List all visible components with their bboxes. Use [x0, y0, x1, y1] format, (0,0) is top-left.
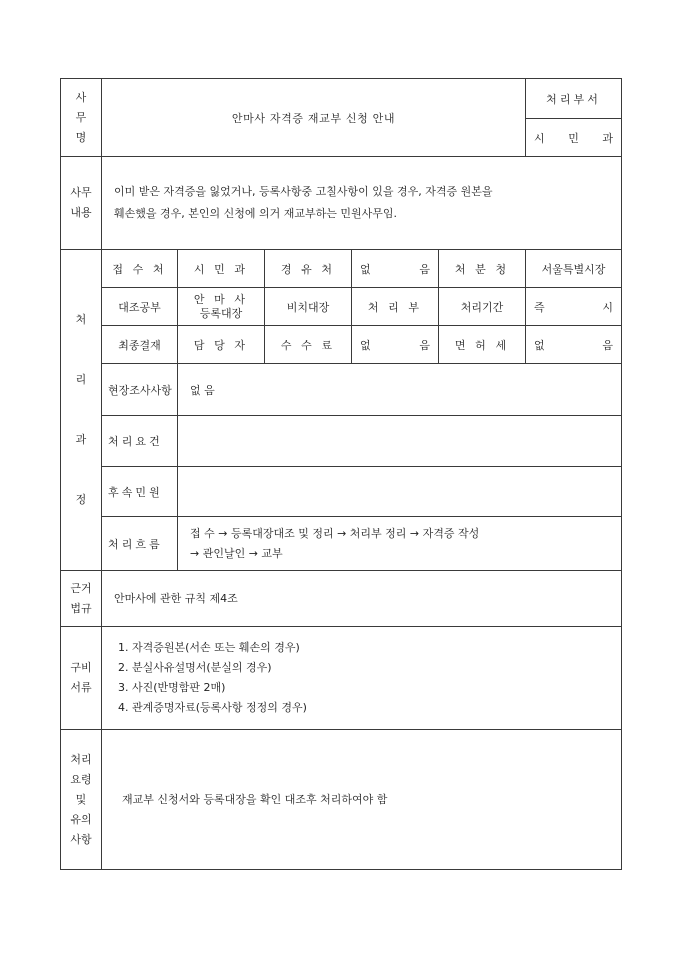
content-label: 사무 내용	[61, 157, 102, 250]
legal-basis-text: 안마사에 관한 규칙 제4조	[102, 571, 622, 627]
reference-register-value: 안 마 사 등록대장	[178, 288, 265, 326]
flow-label: 처리흐름	[102, 517, 178, 571]
final-approval-label: 최종결재	[102, 326, 178, 364]
legal-basis-label: 근거 법규	[61, 571, 102, 627]
required-documents-list	[102, 627, 622, 730]
flow-text: 접 수 → 등록대장대조 및 정리 → 처리부 정리 → 자격증 작성 → 관인날인 → 교부	[178, 517, 622, 571]
relay-office-label: 경 유 처	[265, 250, 352, 288]
required-documents-label: 구비 서류	[61, 627, 102, 730]
list-item: 1. 자격증원본(서손 또는 훼손의 경우)	[118, 641, 300, 654]
final-approval-value: 담 당 자	[178, 326, 265, 364]
reception-office-label: 접 수 처	[102, 250, 178, 288]
reference-register-label: 대조공부	[102, 288, 178, 326]
processing-notes-text: 재교부 신청서와 등록대장을 확인 대조후 처리하여야 함	[102, 730, 622, 870]
list-item: 2. 분실사유설명서(분실의 경우)	[118, 661, 272, 674]
followup-label: 후속민원	[102, 467, 178, 517]
followup-value	[178, 467, 622, 517]
kept-register-label: 비치대장	[265, 288, 352, 326]
fee-value: 없 음	[352, 326, 439, 364]
dept-value: 시 민 과	[526, 119, 622, 157]
list-item: 4. 관계증명자료(등록사항 정정의 경우)	[118, 701, 307, 714]
list-item: 3. 사진(반명함판 2매)	[118, 681, 226, 694]
reception-office-value: 시 민 과	[178, 250, 265, 288]
relay-office-value: 없 음	[352, 250, 439, 288]
field-inspection-value: 없 음	[178, 364, 622, 416]
license-tax-value: 없 음	[526, 326, 622, 364]
task-name-label: 사 무 명	[61, 79, 102, 157]
disposition-office-label: 처 분 청	[439, 250, 526, 288]
processing-period-label: 처리기간	[439, 288, 526, 326]
dept-label: 처리부서	[526, 79, 622, 119]
license-tax-label: 면 허 세	[439, 326, 526, 364]
fee-label: 수 수 료	[265, 326, 352, 364]
requirements-label: 처리요건	[102, 416, 178, 467]
disposition-office-value: 서울특별시장	[526, 250, 622, 288]
page-title: 안마사 자격증 재교부 신청 안내	[102, 79, 526, 157]
processing-dept-value: 처 리 부	[352, 288, 439, 326]
processing-notes-label: 처리 요령 및 유의 사항	[61, 730, 102, 870]
requirements-value	[178, 416, 622, 467]
application-guide-table	[60, 78, 622, 870]
processing-period-value: 즉 시	[526, 288, 622, 326]
process-label: 처 리 과 정	[61, 250, 102, 571]
content-text: 이미 받은 자격증을 잃었거나, 등록사항중 고칠사항이 있을 경우, 자격증 원본을 훼손했을 경우, 본인의 신청에 의거 재교부하는 민원사무임.	[102, 157, 622, 250]
field-inspection-label: 현장조사사항	[102, 364, 178, 416]
